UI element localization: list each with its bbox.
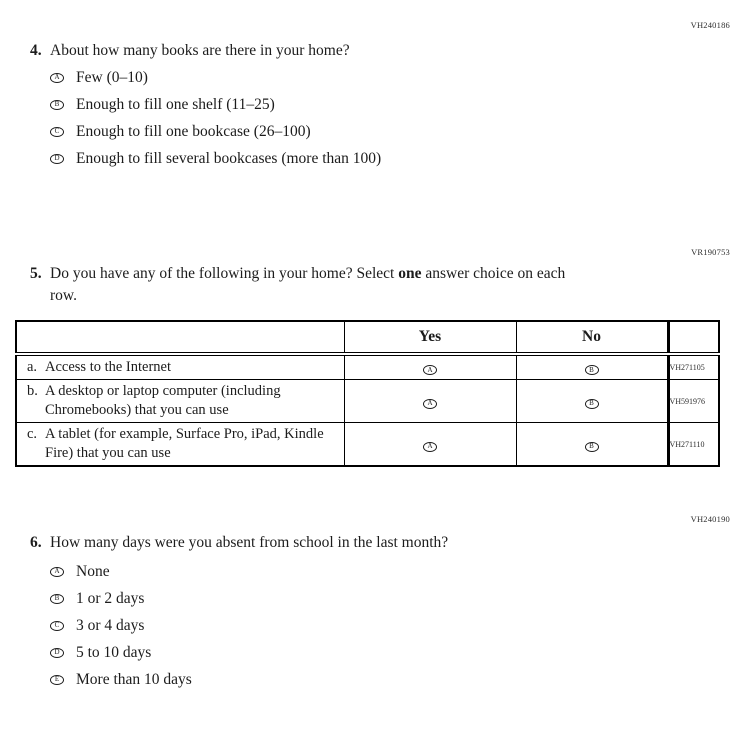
row-c-no-cell[interactable] bbox=[516, 423, 668, 467]
question6-option-b[interactable] bbox=[50, 585, 192, 612]
question4-option-b-label: Enough to fill one shelf (11–25) bbox=[76, 95, 275, 113]
table-header-row bbox=[16, 321, 719, 354]
question4-option-a[interactable] bbox=[50, 64, 381, 91]
question5-answer-table bbox=[15, 320, 720, 467]
table-row-b bbox=[16, 380, 719, 423]
row-b-no-bubble-icon[interactable]: B bbox=[585, 399, 599, 409]
question5-text: Do you have any of the following in your home? Select one answer choice on each row. bbox=[50, 265, 566, 304]
table-row-a bbox=[16, 354, 719, 380]
question6-option-c[interactable] bbox=[50, 612, 192, 639]
answer-bubble-a-icon[interactable]: A bbox=[50, 73, 64, 83]
row-a-accession-code: VH271105 bbox=[668, 354, 719, 380]
question6-options bbox=[50, 558, 192, 693]
row-b-label: A desktop or laptop computer (including Chromebooks) that you can use bbox=[45, 383, 281, 418]
question4-option-a-label: Few (0–10) bbox=[76, 68, 148, 86]
question5-bold-word: one bbox=[398, 265, 422, 282]
question4 bbox=[30, 40, 350, 62]
row-a-yes-cell[interactable] bbox=[344, 354, 516, 380]
row-c-yes-bubble-icon[interactable]: A bbox=[423, 442, 437, 452]
question4-accession-code: VH240186 bbox=[690, 20, 730, 30]
row-b-accession-code: VH591976 bbox=[668, 380, 719, 423]
question4-option-b[interactable] bbox=[50, 91, 381, 118]
table-header-code-blank bbox=[668, 321, 719, 354]
row-a-prefix: a. bbox=[27, 359, 38, 375]
question4-option-c[interactable] bbox=[50, 118, 381, 145]
question5-number: 5. bbox=[30, 265, 42, 282]
row-b-no-cell[interactable] bbox=[516, 380, 668, 423]
row-a-label: Access to the Internet bbox=[45, 359, 172, 375]
question5-accession-code: VR190753 bbox=[691, 247, 730, 257]
row-c-accession-code: VH271110 bbox=[668, 423, 719, 467]
question5-text-line2: row. bbox=[50, 287, 77, 304]
question4-option-d[interactable] bbox=[50, 145, 381, 172]
question6-text: How many days were you absent from school in the last month? bbox=[50, 534, 449, 551]
question6-number: 6. bbox=[30, 534, 42, 551]
answer-bubble-c-icon[interactable]: C bbox=[50, 621, 64, 631]
table-row-b-item bbox=[16, 380, 344, 423]
question6-option-c-label: 3 or 4 days bbox=[76, 616, 145, 634]
answer-bubble-c-icon[interactable]: C bbox=[50, 127, 64, 137]
row-b-yes-cell[interactable] bbox=[344, 380, 516, 423]
row-c-yes-cell[interactable] bbox=[344, 423, 516, 467]
row-a-yes-bubble-icon[interactable]: A bbox=[423, 365, 437, 375]
answer-bubble-b-icon[interactable]: B bbox=[50, 100, 64, 110]
question6-option-d[interactable] bbox=[50, 639, 192, 666]
question6-option-a-label: None bbox=[76, 562, 110, 580]
row-a-no-bubble-icon[interactable]: B bbox=[585, 365, 599, 375]
table-header-blank bbox=[16, 321, 344, 354]
question6-option-e-label: More than 10 days bbox=[76, 670, 192, 688]
answer-bubble-a-icon[interactable]: A bbox=[50, 567, 64, 577]
question6-option-b-label: 1 or 2 days bbox=[76, 589, 145, 607]
question4-option-d-label: Enough to fill several bookcases (more than 100) bbox=[76, 149, 382, 167]
question6 bbox=[30, 532, 448, 554]
answer-bubble-d-icon[interactable]: D bbox=[50, 648, 64, 658]
answer-bubble-d-icon[interactable]: D bbox=[50, 154, 64, 164]
row-c-prefix: c. bbox=[27, 426, 38, 442]
question6-option-e[interactable] bbox=[50, 666, 192, 693]
question5 bbox=[30, 263, 565, 307]
table-row-c-item bbox=[16, 423, 344, 467]
question4-number: 4. bbox=[30, 42, 42, 59]
answer-bubble-e-icon[interactable]: E bbox=[50, 675, 64, 685]
answer-bubble-b-icon[interactable]: B bbox=[50, 594, 64, 604]
row-c-label: A tablet (for example, Surface Pro, iPad, Kindle Fire) that you can use bbox=[45, 426, 324, 461]
table-header-no: No bbox=[516, 321, 668, 354]
question4-option-c-label: Enough to fill one bookcase (26–100) bbox=[76, 122, 311, 140]
table-header-yes: Yes bbox=[344, 321, 516, 354]
question6-option-d-label: 5 to 10 days bbox=[76, 643, 152, 661]
row-b-yes-bubble-icon[interactable]: A bbox=[423, 399, 437, 409]
question6-option-a[interactable] bbox=[50, 558, 192, 585]
question4-options bbox=[50, 64, 381, 172]
question4-text: About how many books are there in your home? bbox=[50, 42, 350, 59]
row-c-no-bubble-icon[interactable]: B bbox=[585, 442, 599, 452]
table-row-c bbox=[16, 423, 719, 467]
question6-accession-code: VH240190 bbox=[690, 514, 730, 524]
table-row-a-item bbox=[16, 354, 344, 380]
row-a-no-cell[interactable] bbox=[516, 354, 668, 380]
row-b-prefix: b. bbox=[27, 383, 38, 399]
